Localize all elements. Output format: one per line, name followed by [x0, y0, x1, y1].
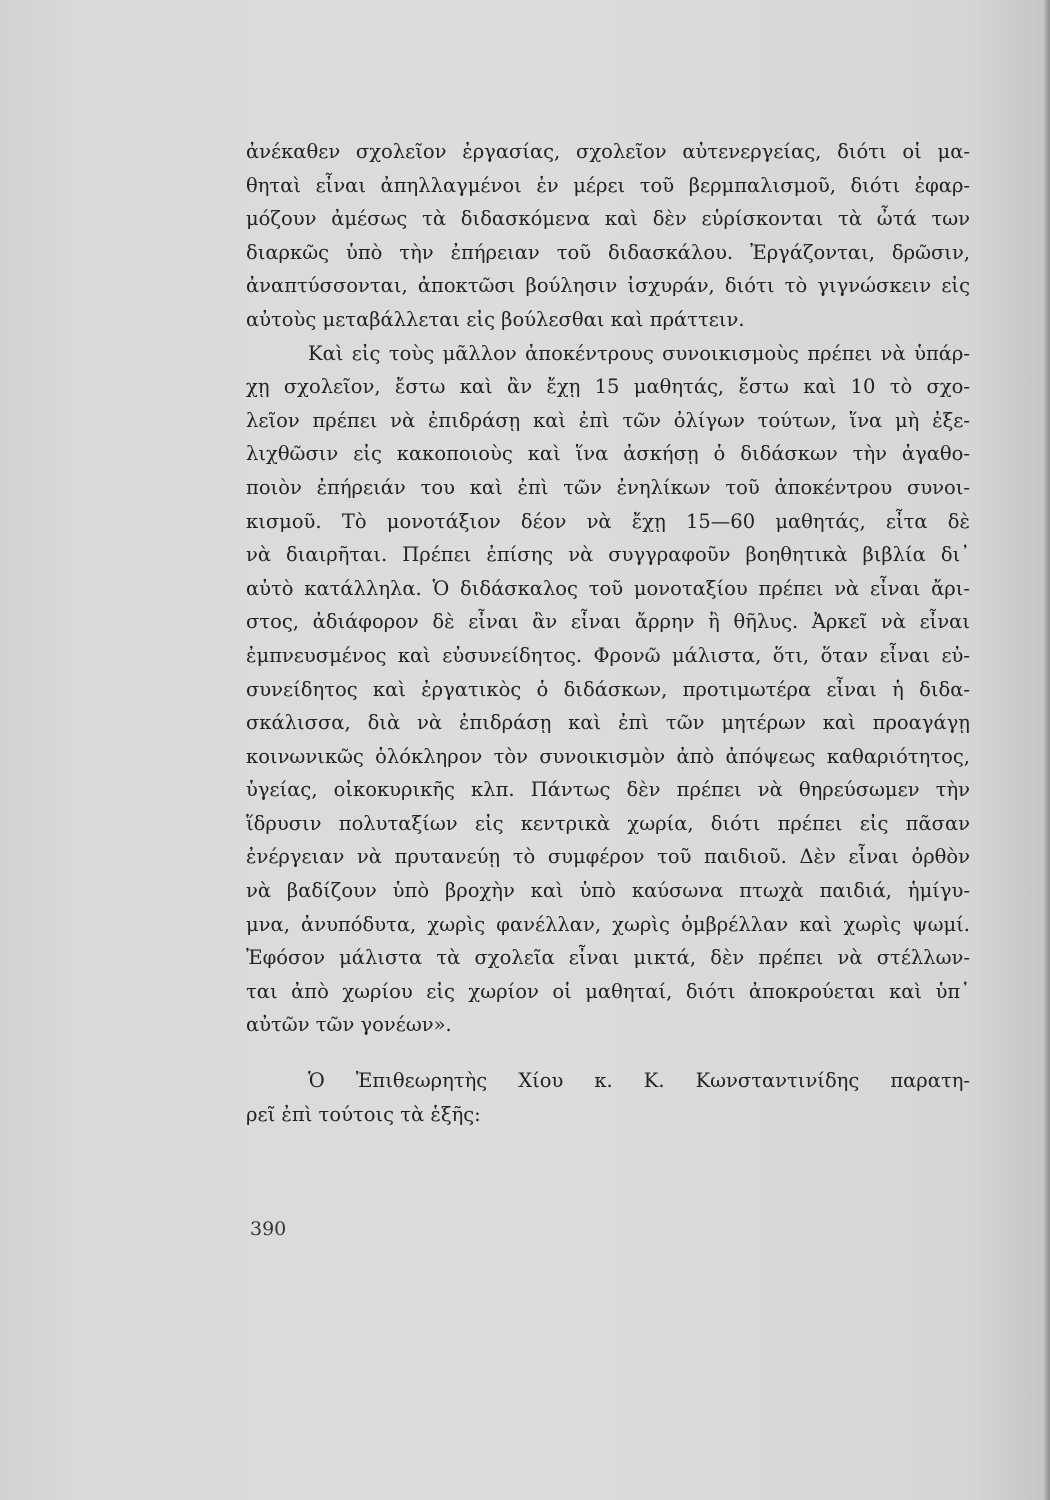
paragraph-1 — [246, 135, 970, 337]
text-line: ἐνέργειαν νὰ πρυτανεύῃ τὸ συμφέρον τοῦ παιδιοῦ. Δὲν εἶναι ὀρθὸν — [246, 845, 970, 869]
body-text — [246, 135, 970, 1131]
paragraph-2 — [246, 337, 970, 1042]
page-edge-shadow — [1044, 0, 1050, 1500]
text-line: ποιὸν ἐπήρειάν του καὶ ἐπὶ τῶν ἐνηλίκων τοῦ ἀποκέντρου συνοι- — [246, 475, 970, 499]
text-line: λεῖον πρέπει νὰ ἐπιδράσῃ καὶ ἐπὶ τῶν ὀλίγων τούτων, ἵνα μὴ ἐξε- — [246, 408, 970, 432]
text-line: μνα, ἀνυπόδυτα, χωρὶς φανέλλαν, χωρὶς ὀμβρέλλαν καὶ χωρὶς ψωμί. — [246, 912, 970, 936]
text-line: κισμοῦ. Τὸ μονοτάξιον δέον νὰ ἔχῃ 15—60 μαθητάς, εἶτα δὲ — [246, 509, 970, 533]
text-line: ἵδρυσιν πολυταξίων εἰς κεντρικὰ χωρία, διότι πρέπει εἰς πᾶσαν — [246, 811, 970, 835]
paragraph-3 — [246, 1064, 970, 1131]
text-line: ἀναπτύσσονται, ἀποκτῶσι βούλησιν ἰσχυράν, διότι τὸ γιγνώσκειν εἰς — [246, 274, 970, 298]
text-line: νὰ βαδίζουν ὑπὸ βροχὴν καὶ ὑπὸ καύσωνα πτωχὰ παιδιά, ἡμίγυ- — [246, 879, 970, 903]
text-line: κοινωνικῶς ὁλόκληρον τὸν συνοικισμὸν ἀπὸ ἀπόψεως καθαριότητος, — [246, 744, 970, 768]
text-line: διαρκῶς ὑπὸ τὴν ἐπήρειαν τοῦ διδασκάλου. Ἐργάζονται, δρῶσιν, — [246, 240, 970, 264]
text-line: Ὁ Ἐπιθεωρητὴς Χίου κ. Κ. Κωνσταντινίδης παρατη- — [308, 1069, 970, 1093]
page-number: 390 — [250, 1218, 287, 1240]
text-line: ὑγείας, οἰκοκυρικῆς κλπ. Πάντως δὲν πρέπει νὰ θηρεύσωμεν τὴν — [246, 778, 970, 802]
text-line: συνείδητος καὶ ἐργατικὸς ὁ διδάσκων, προτιμωτέρα εἶναι ἡ διδα- — [246, 677, 970, 701]
text-line: μόζουν ἀμέσως τὰ διδασκόμενα καὶ δὲν εὑρίσκονται τὰ ὦτά των — [246, 207, 970, 231]
text-line: λιχθῶσιν εἰς κακοποιοὺς καὶ ἵνα ἀσκήσῃ ὁ διδάσκων τὴν ἀγαθο- — [246, 442, 970, 466]
text-line: ἐμπνευσμένος καὶ εὐσυνείδητος. Φρονῶ μάλιστα, ὅτι, ὅταν εἶναι εὐ- — [246, 643, 970, 667]
text-line: αὐτῶν τῶν γονέων». — [246, 1013, 452, 1037]
text-line: Καὶ εἰς τοὺς μᾶλλον ἀποκέντρους συνοικισμοὺς πρέπει νὰ ὑπάρ- — [308, 341, 970, 365]
text-line: Ἐφόσον μάλιστα τὰ σχολεῖα εἶναι μικτά, δὲν πρέπει νὰ στέλλων- — [246, 946, 970, 970]
text-line: θηταὶ εἶναι ἀπηλλαγμένοι ἐν μέρει τοῦ βερμπαλισμοῦ, διότι ἐφαρ- — [246, 173, 970, 197]
text-line: ἀνέκαθεν σχολεῖον ἐργασίας, σχολεῖον αὐτενεργείας, διότι οἱ μα- — [246, 140, 970, 163]
text-line: αὐτοὺς μεταβάλλεται εἰς βούλεσθαι καὶ πράττειν. — [246, 307, 745, 331]
text-line: σκάλισσα, διὰ νὰ ἐπιδράσῃ καὶ ἐπὶ τῶν μητέρων καὶ προαγάγῃ — [246, 711, 970, 735]
text-line: χῃ σχολεῖον, ἔστω καὶ ἂν ἔχῃ 15 μαθητάς, ἔστω καὶ 10 τὸ σχο- — [246, 375, 970, 399]
text-line: ρεῖ ἐπὶ τούτοις τὰ ἑξῆς: — [246, 1102, 481, 1126]
text-line: στος, ἀδιάφορον δὲ εἶναι ἂν εἶναι ἄρρην ἢ θῆλυς. Ἀρκεῖ νὰ εἶναι — [246, 610, 970, 634]
text-line: αὐτὸ κατάλληλα. Ὁ διδάσκαλος τοῦ μονοταξίου πρέπει νὰ εἶναι ἄρι- — [246, 576, 970, 600]
text-line: νὰ διαιρῆται. Πρέπει ἐπίσης νὰ συγγραφοῦν βοηθητικὰ βιβλία δι᾽ — [246, 543, 970, 567]
paragraph-spacer — [246, 1042, 970, 1064]
text-line: ται ἀπὸ χωρίου εἰς χωρίον οἱ μαθηταί, διότι ἀποκρούεται καὶ ὑπ᾽ — [246, 979, 970, 1003]
